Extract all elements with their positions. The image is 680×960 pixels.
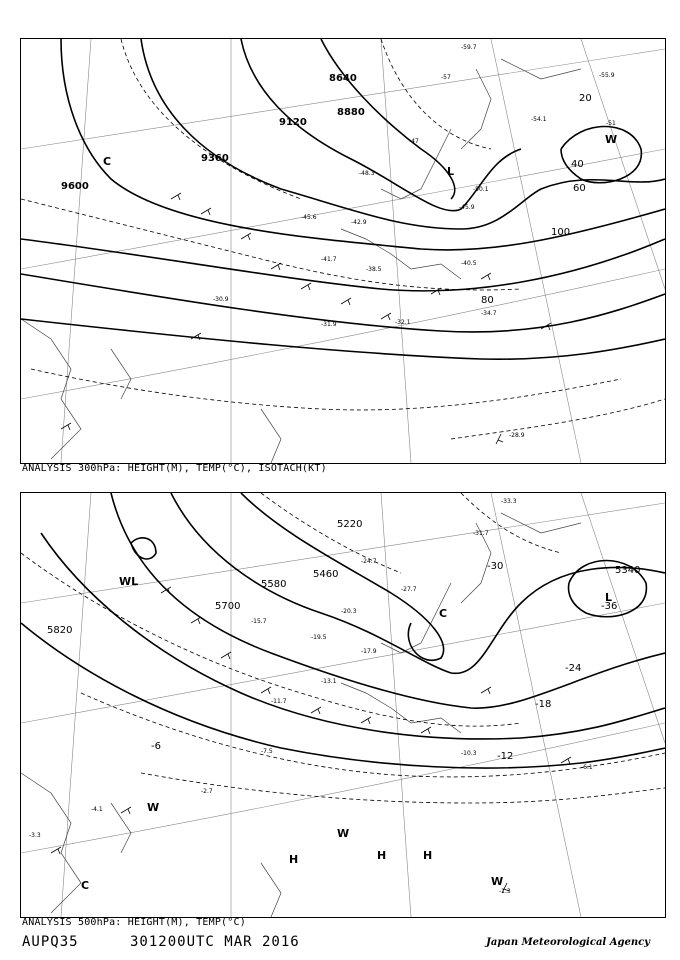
agency-credit: Japan Meteorological Agency [486, 937, 650, 948]
low-center-symbol: L [605, 591, 613, 604]
high-center-symbol: H [423, 849, 433, 862]
height-label-5820: 5820 [47, 625, 73, 636]
caption-300hpa: ANALYSIS 300hPa: HEIGHT(M), TEMP(°C), ISOTACH(KT) [22, 463, 327, 474]
temp-sample: -15.7 [251, 618, 267, 625]
temp-sample: -28.9 [509, 432, 525, 439]
isotach-label-60: 60 [573, 183, 586, 194]
temp-sample: -40.5 [461, 260, 477, 267]
height-label-8880: 8880 [337, 107, 365, 118]
map-300hpa [21, 39, 665, 463]
temp-sample: -34.7 [481, 310, 497, 317]
temp-sample: -4.1 [91, 806, 103, 813]
isotherm-label--18: -18 [535, 699, 552, 710]
graticule [21, 39, 665, 463]
temp-sample: -45.9 [459, 204, 475, 211]
temp-sample: -41.7 [321, 256, 337, 263]
isotherms [21, 493, 665, 803]
high-center-symbol: H [377, 849, 387, 862]
temp-sample: -42.9 [351, 219, 367, 226]
height-label-5340: 5340 [615, 565, 641, 576]
temp-sample: -48.3 [359, 170, 375, 177]
temp-sample: -27.7 [401, 586, 417, 593]
temp-sample: -57 [441, 74, 451, 81]
temp-sample: -31.9 [321, 321, 337, 328]
temp-sample: -19.5 [311, 634, 327, 641]
height-label-9600: 9600 [61, 181, 89, 192]
valid-time: 301200UTC MAR 2016 [130, 934, 300, 950]
temp-sample: -6.1 [581, 764, 593, 771]
wind-barbs [51, 587, 571, 893]
temp-sample: -11.7 [271, 698, 287, 705]
height-label-5220: 5220 [337, 519, 363, 530]
cold-center-symbol: C [103, 155, 112, 168]
temp-sample: -33.3 [501, 498, 517, 505]
high-center-symbol: H [289, 853, 299, 866]
temp-sample: -13.1 [321, 678, 337, 685]
temp-sample: -51 [606, 120, 616, 127]
height-label-5580: 5580 [261, 579, 287, 590]
height-label-5460: 5460 [313, 569, 339, 580]
temp-sample: -17.9 [361, 648, 377, 655]
temp-sample: -54.1 [531, 116, 547, 123]
temp-sample: -50.1 [473, 186, 489, 193]
warm-center-symbol: W [491, 875, 504, 888]
isotherm-label--36: -36 [601, 601, 618, 612]
chart-500hpa [20, 492, 666, 918]
isotherm-label--12: -12 [497, 751, 514, 762]
cold-center-symbol: C [439, 607, 448, 620]
warm-center-symbol: W [605, 133, 618, 146]
temp-sample: -30.9 [213, 296, 229, 303]
height-label-5700: 5700 [215, 601, 241, 612]
temp-sample: -10.3 [461, 750, 477, 757]
temperature-samples [29, 498, 593, 895]
temp-sample: -47 [409, 138, 419, 145]
isotach-label-100: 100 [551, 227, 571, 238]
warm-center-symbol: W [337, 827, 350, 840]
low-center-symbol: L [447, 165, 455, 178]
caption-500hpa: ANALYSIS 500hPa: HEIGHT(M), TEMP(°C) [22, 917, 246, 928]
warm-center-symbol: W [147, 801, 160, 814]
isotherm-label--6: -6 [151, 741, 161, 752]
warm-low-symbol: WL [119, 575, 139, 588]
temp-sample: -31.7 [473, 530, 489, 537]
temp-sample: -32.1 [395, 319, 411, 326]
temp-sample: -1.3 [499, 888, 511, 895]
temp-sample: -45.6 [301, 214, 317, 221]
temp-sample: -55.9 [599, 72, 615, 79]
chart-300hpa [20, 38, 666, 464]
map-500hpa [21, 493, 665, 917]
cold-center-symbol: C [81, 879, 90, 892]
height-label-8640: 8640 [329, 73, 357, 84]
temp-sample: -3.3 [29, 832, 41, 839]
height-contours [21, 39, 665, 359]
chart-code: AUPQ35 [22, 934, 79, 950]
isotach-label-20: 20 [579, 93, 592, 104]
isotherm-label--30: -30 [487, 561, 504, 572]
isotach-label-80: 80 [481, 295, 494, 306]
isotherm-label--24: -24 [565, 663, 582, 674]
height-label-9120: 9120 [279, 117, 307, 128]
temp-sample: -38.5 [366, 266, 382, 273]
temp-sample: -59.7 [461, 44, 477, 51]
height-label-9360: 9360 [201, 153, 229, 164]
temp-sample: -7.5 [261, 748, 273, 755]
isotach-label-40: 40 [571, 159, 584, 170]
temp-sample: -20.3 [341, 608, 357, 615]
temp-sample: -24.7 [361, 558, 377, 565]
isotach-labels [481, 93, 592, 306]
height-contours [21, 493, 665, 768]
temp-sample: -2.7 [201, 788, 213, 795]
